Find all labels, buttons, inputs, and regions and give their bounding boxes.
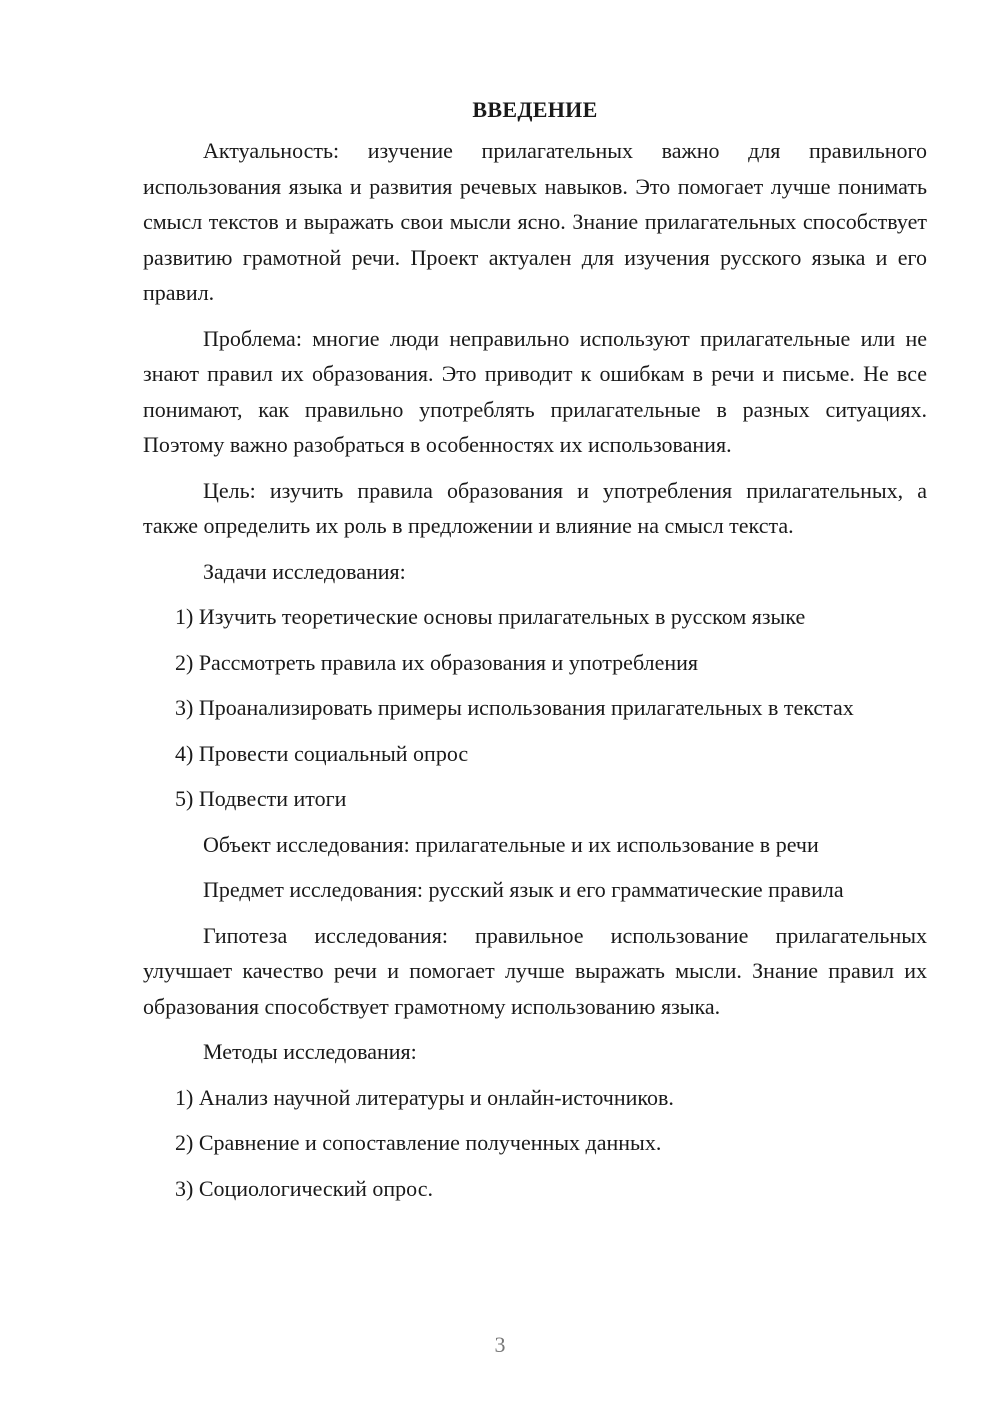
task-item: 4) Провести социальный опрос: [175, 740, 469, 766]
task-item: 5) Подвести итоги: [175, 786, 347, 811]
hypothesis-paragraph: Гипотеза исследования: правильное использование прилагательных улучшает качество речи и помогает лучше выражать мысли. Знание правил их образования способствует грамотному использованию языка.: [143, 922, 927, 1019]
methods-heading: Методы исследования:: [203, 1039, 417, 1064]
document-page: [143, 92, 927, 1216]
relevance-paragraph: Актуальность: изучение прилагательных важно для правильного использования языка и развития речевых навыков. Это помогает лучше понимать смысл текстов и выражать свои мысли ясно. Знание прилагательных способствует развитию грамотной речи. Проект актуален для изучения русского языка и его правил.: [143, 138, 927, 305]
problem-paragraph: Проблема: многие люди неправильно используют прилагательные или не знают правил их образования. Это приводит к ошибкам в речи и письме. Не все понимают, как правильно употреблять прилагательные в разных ситуациях. Поэтому важно разобраться в особенностях их использования.: [143, 325, 927, 457]
research-object: Объект исследования: прилагательные и их использование в речи: [203, 831, 819, 857]
method-item: 3) Социологический опрос.: [175, 1175, 433, 1201]
goal-paragraph: Цель: изучить правила образования и употребления прилагательных, а также определить их роль в предложении и влияние на смысл текста.: [143, 477, 927, 538]
page-title: ВВЕДЕНИЕ: [472, 97, 598, 122]
tasks-heading: Задачи исследования:: [203, 558, 406, 584]
research-subject: Предмет исследования: русский язык и его грамматические правила: [203, 877, 844, 902]
method-item: 1) Анализ научной литературы и онлайн-источников.: [175, 1084, 674, 1110]
method-item: 2) Сравнение и сопоставление полученных данных.: [175, 1130, 662, 1155]
page-number: 3: [494, 1332, 506, 1357]
task-item: 1) Изучить теоретические основы прилагательных в русском языке: [175, 604, 806, 629]
task-item: 2) Рассмотреть правила их образования и употребления: [175, 649, 699, 675]
task-item: 3) Проанализировать примеры использования прилагательных в текстах: [175, 695, 854, 720]
